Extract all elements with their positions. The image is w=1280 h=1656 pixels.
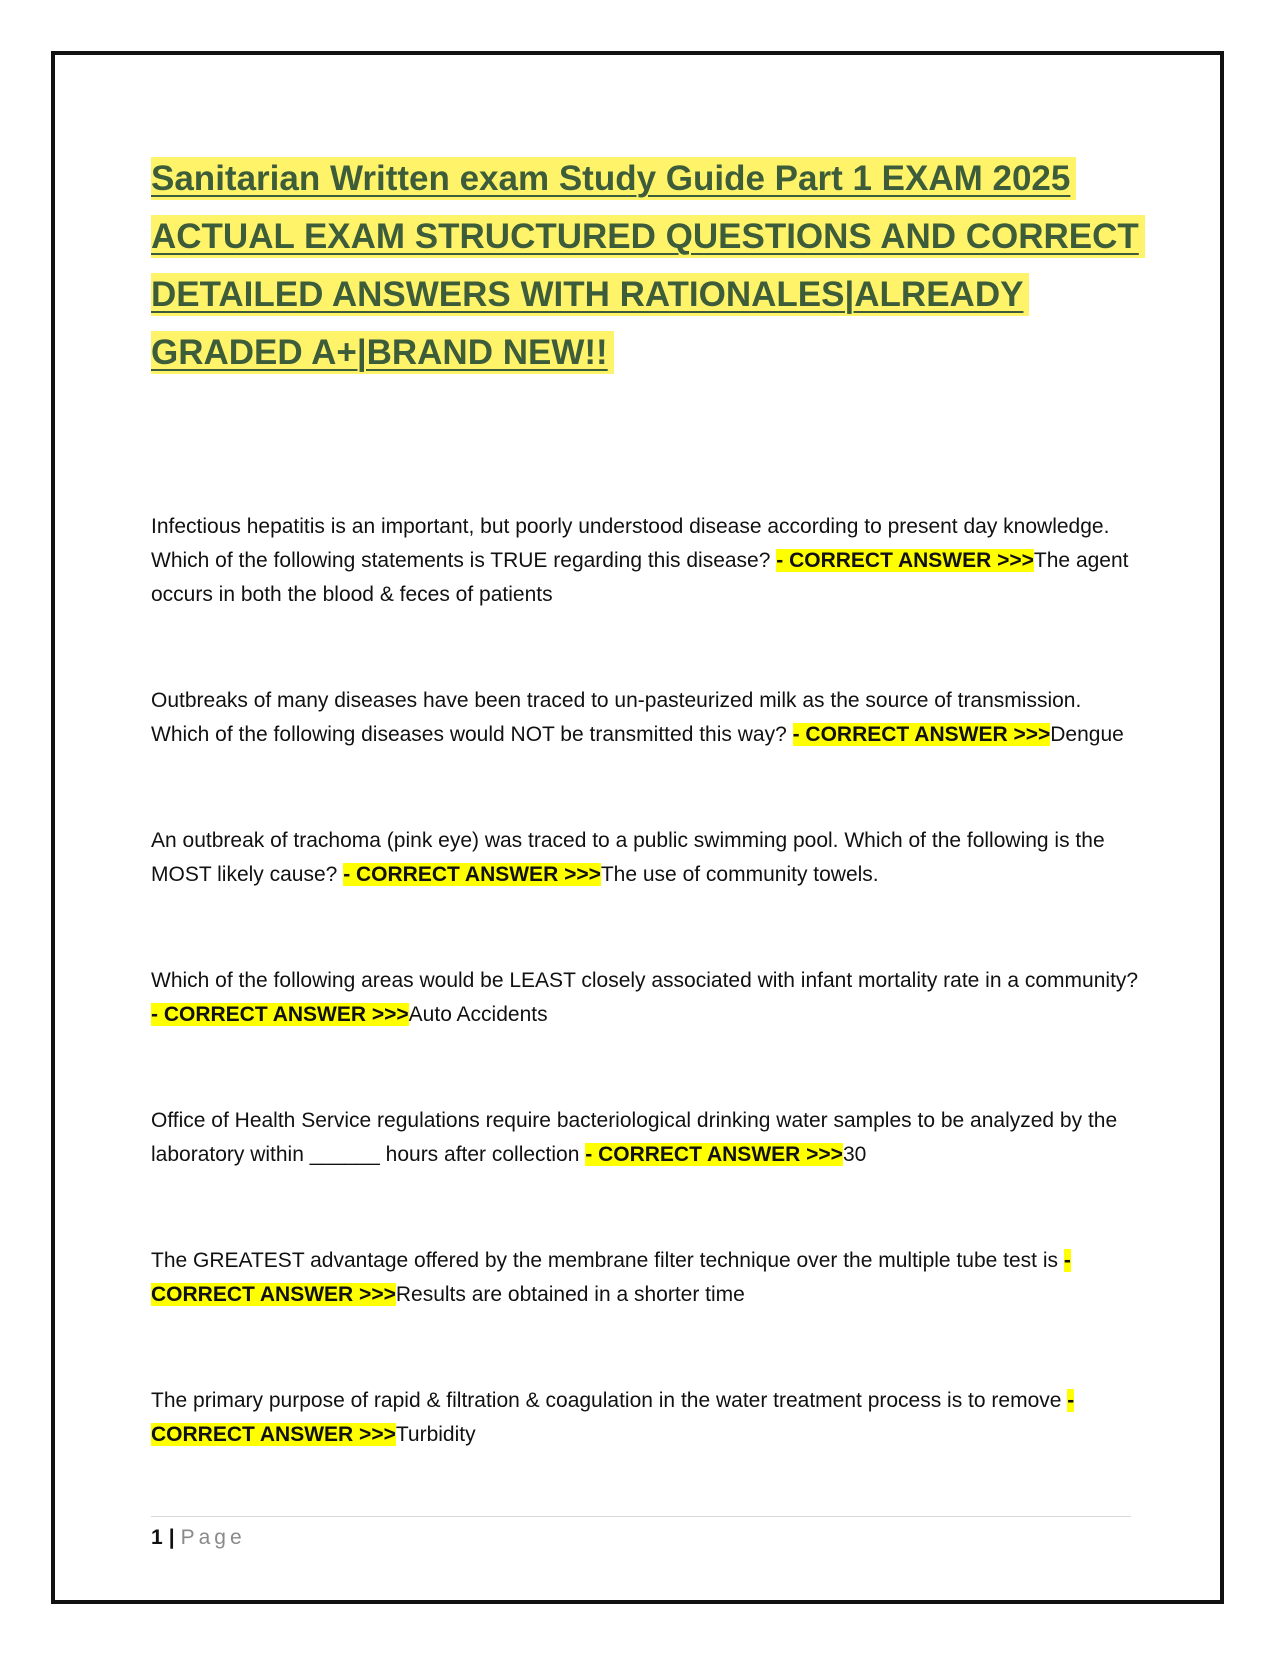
document-title-text: Sanitarian Written exam Study Guide Part 1 EXAM 2025 ACTUAL EXAM STRUCTURED QUESTIONS AND CORRECT DETAILED ANSWERS WITH RATIONALES|ALREADY GRADED A+|BRAND NEW!! (151, 157, 1145, 374)
page-content (151, 150, 1141, 1524)
footer-separator: | (168, 1526, 175, 1549)
question-list (151, 510, 1141, 1452)
question-item (151, 824, 1141, 892)
correct-answer-marker: - CORRECT ANSWER >>> (343, 863, 601, 886)
correct-answer-marker: - CORRECT ANSWER >>> (792, 723, 1051, 746)
question-item (151, 1244, 1141, 1312)
page-footer (151, 1524, 246, 1552)
question-item (151, 1384, 1141, 1452)
question-item (151, 964, 1141, 1032)
answer-text: Dengue (1050, 723, 1124, 746)
question-text: Which of the following areas would be LEAST closely associated with infant mortality rate in a community? (151, 969, 1139, 992)
question-text: Office of Health Service regulations require bacteriological drinking water samples to be analyzed by the laboratory within ______ hours after collection (151, 1109, 1118, 1166)
page-number: 1 (151, 1526, 163, 1549)
question-text: Infectious hepatitis is an important, but poorly understood disease according to present day knowledge. Which of the following statements is TRUE regarding this disease? (151, 515, 1110, 572)
answer-text: Turbidity (395, 1423, 476, 1446)
answer-text: Auto Accidents (408, 1003, 548, 1026)
question-text: An outbreak of trachoma (pink eye) was traced to a public swimming pool. Which of the following is the MOST likely cause? (151, 829, 1105, 886)
question-text: The primary purpose of rapid & filtration & coagulation in the water treatment process is to remove (151, 1389, 1068, 1412)
question-text: Outbreaks of many diseases have been traced to un-pasteurized milk as the source of transmission. Which of the following diseases would NOT be transmitted this way? (151, 689, 1082, 746)
question-item (151, 684, 1141, 752)
answer-text: Results are obtained in a shorter time (395, 1283, 745, 1306)
footer-divider (151, 1516, 1131, 1517)
document-title (151, 150, 1141, 382)
answer-text: The use of community towels. (600, 863, 879, 886)
question-item (151, 1104, 1141, 1172)
correct-answer-marker: - CORRECT ANSWER >>> (151, 1389, 1075, 1446)
question-item (151, 510, 1141, 612)
correct-answer-marker: - CORRECT ANSWER >>> (151, 1003, 409, 1026)
page-label: Page (180, 1526, 246, 1549)
question-text: The GREATEST advantage offered by the membrane filter technique over the multiple tube test is (151, 1249, 1064, 1272)
correct-answer-marker: - CORRECT ANSWER >>> (585, 1143, 843, 1166)
answer-text: 30 (842, 1143, 867, 1166)
correct-answer-marker: - CORRECT ANSWER >>> (776, 549, 1034, 572)
answer-text: The agent occurs in both the blood & feces of patients (151, 549, 1129, 606)
correct-answer-marker: - CORRECT ANSWER >>> (151, 1249, 1071, 1306)
